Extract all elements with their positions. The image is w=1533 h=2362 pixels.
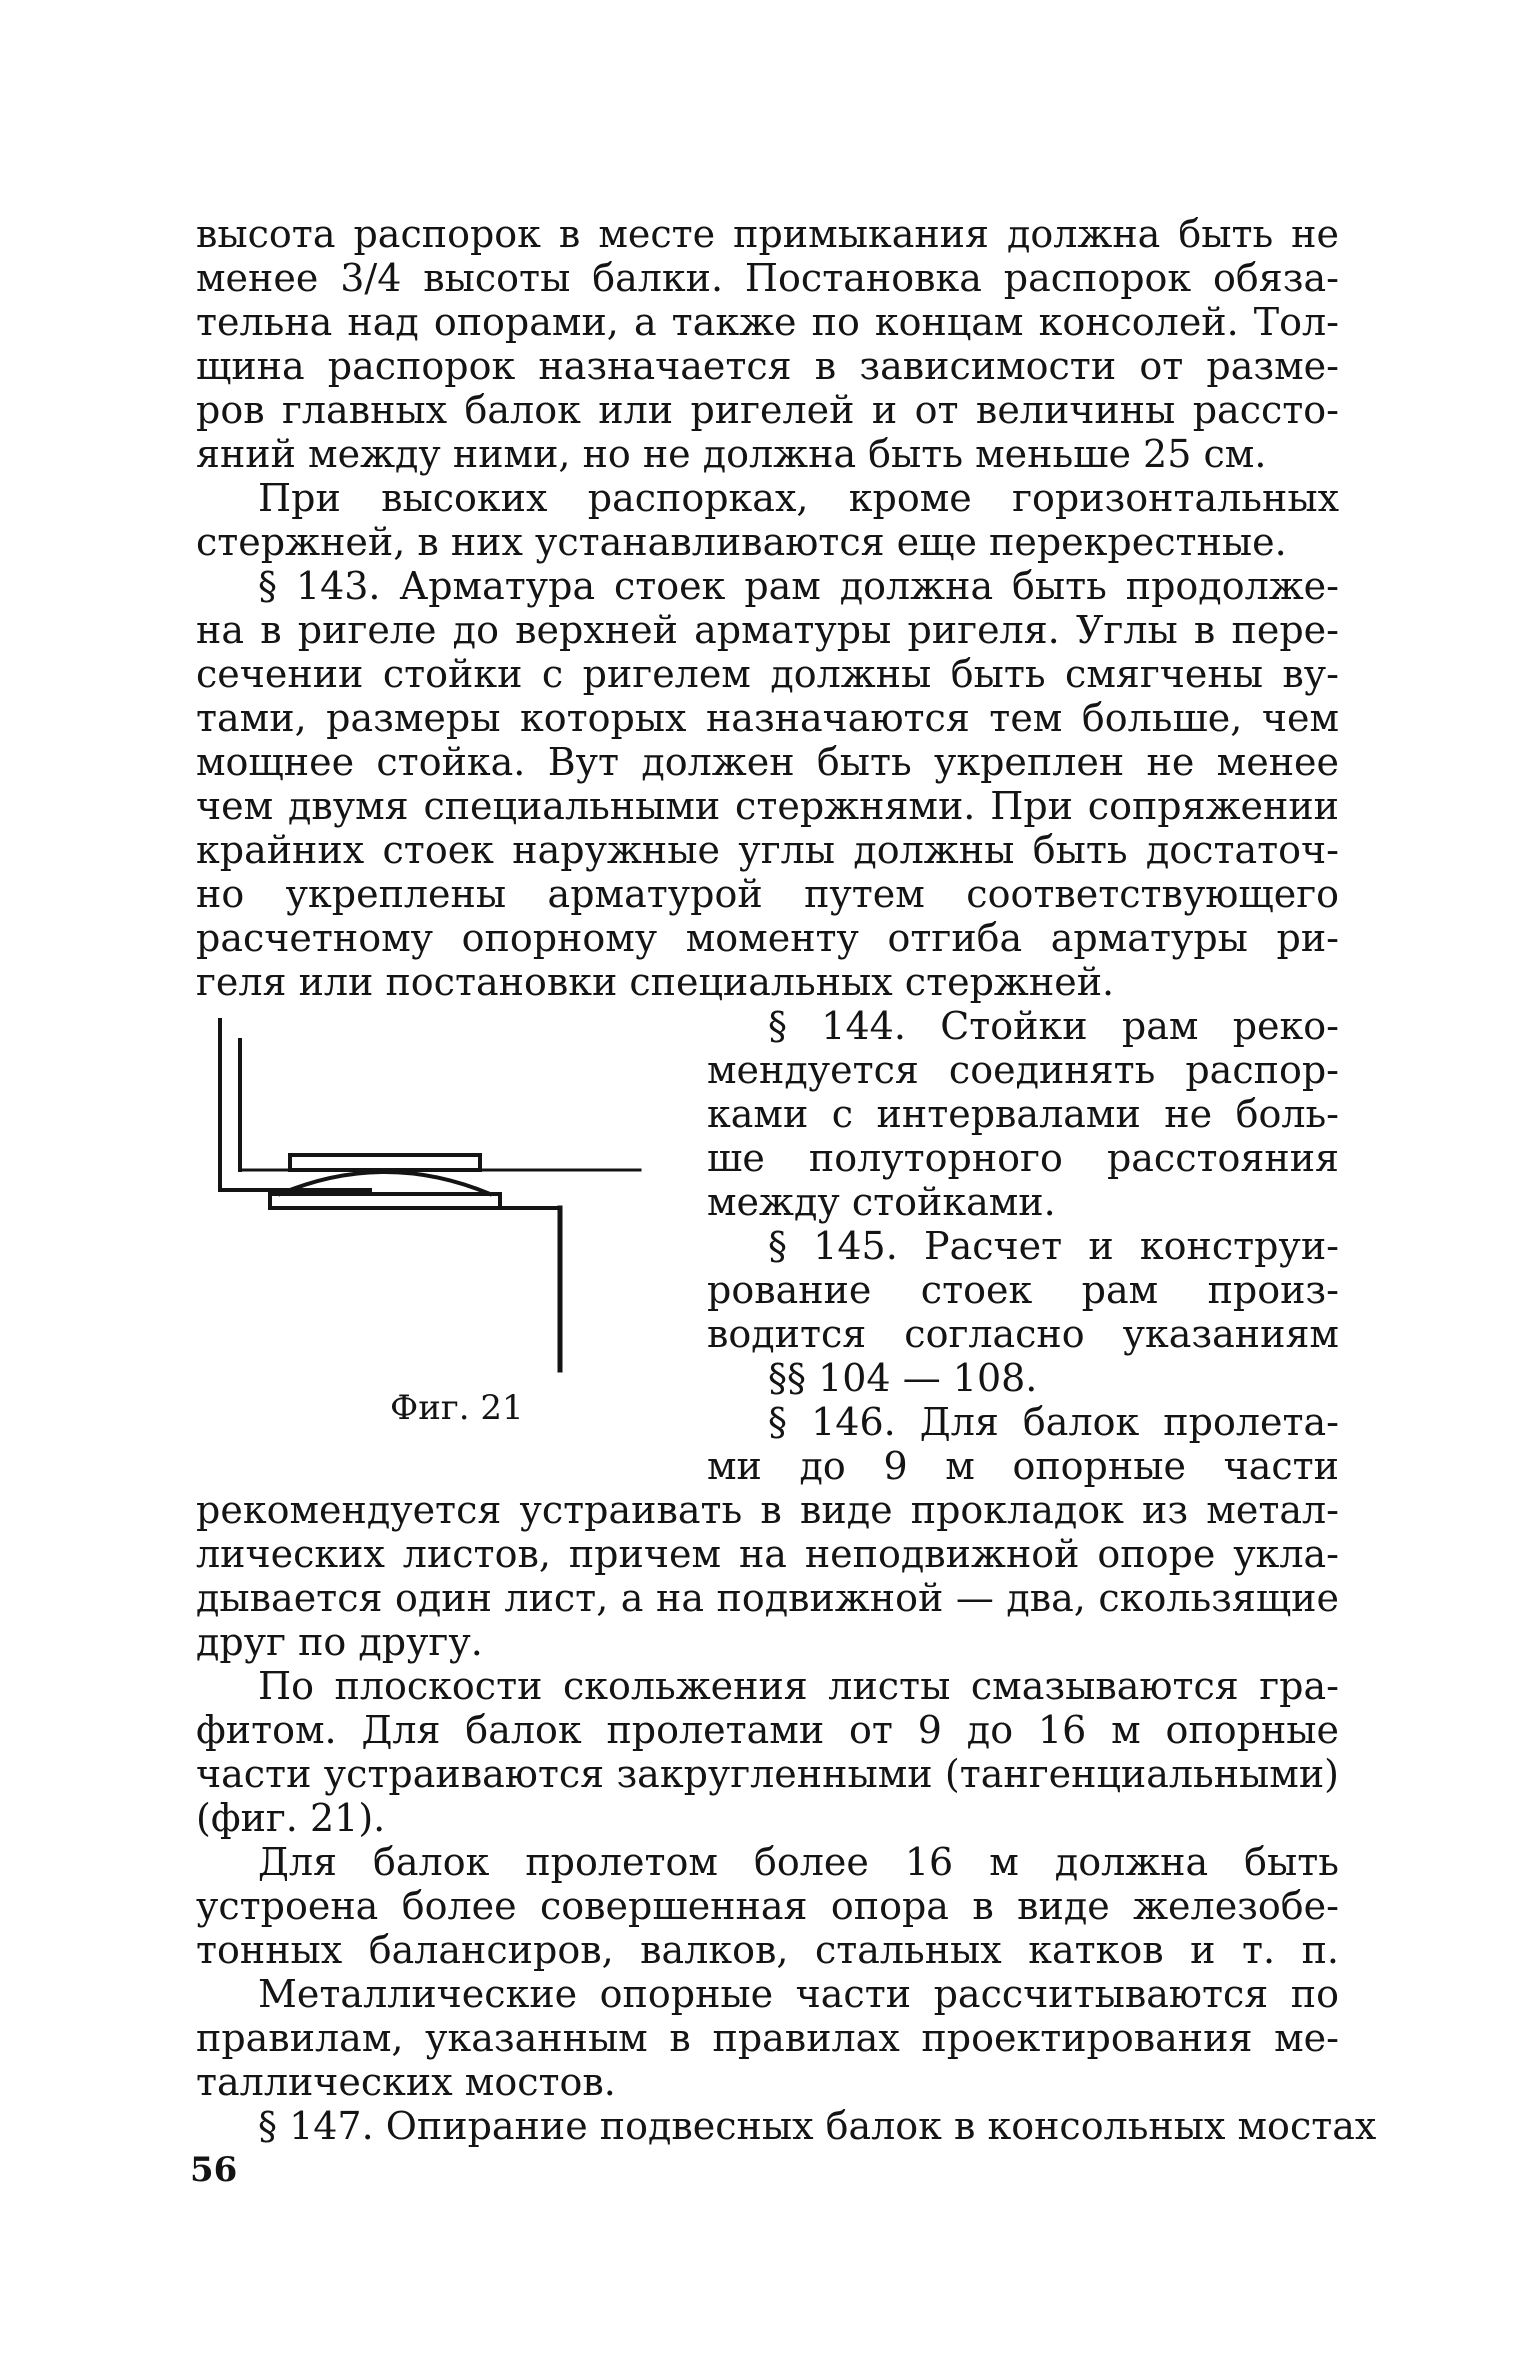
text-line: крайних стоек наружные углы должны быть достаточ- [196,828,1339,872]
text-line: правилам, указанным в правилах проектирования ме- [196,2016,1339,2060]
text-line: ров главных балок или ригелей и от величины рассто- [196,388,1339,432]
text-line: Металлические опорные части рассчитываются по [258,1972,1339,2016]
text-line: лических листов, причем на неподвижной опоре укла- [196,1532,1339,1576]
text-line: § 145. Расчет и конструи- [768,1224,1339,1268]
figure-caption: Фиг. 21 [390,1388,524,1428]
text-line: тонных балансиров, валков, стальных катков и т. п. [196,1928,1339,1972]
text-line: части устраиваются закругленными (тангенциальными) [196,1752,1339,1796]
text-line: водится согласно указаниям [707,1312,1339,1356]
page-number: 56 [190,2150,238,2190]
text-line: стержней, в них устанавливаются еще перекрестные. [196,520,1287,564]
lower-bearing-plate [270,1194,500,1208]
text-line: фитом. Для балок пролетами от 9 до 16 м опорные [196,1708,1339,1752]
text-line: таллических мостов. [196,2060,616,2104]
text-line: мендуется соединять распор- [707,1048,1339,1092]
text-line: ше полуторного расстояния [707,1136,1339,1180]
text-line: При высоких распорках, кроме горизонтальных [258,476,1339,520]
text-line: но укреплены арматурой путем соответствующего [196,872,1339,916]
text-line: геля или постановки специальных стержней. [196,960,1115,1004]
text-line: щина распорок назначается в зависимости от разме- [196,344,1339,388]
text-line: сечении стойки с ригелем должны быть смягчены ву- [196,652,1339,696]
text-line: менее 3/4 высоты балки. Постановка распорок обяза- [196,256,1339,300]
text-line: расчетному опорному моменту отгиба арматуры ри- [196,916,1339,960]
text-line: §§ 104 — 108. [768,1356,1038,1400]
text-line: § 147. Опирание подвесных балок в консольных мостах [258,2104,1377,2148]
text-line: друг по другу. [196,1620,483,1664]
text-line: яний между ними, но не должна быть меньше 25 см. [196,432,1267,476]
text-line: между стойками. [707,1180,1056,1224]
text-line: Для балок пролетом более 16 м должна быть [258,1840,1339,1884]
text-line: чем двумя специальными стержнями. При сопряжении [196,784,1339,828]
text-line: тами, размеры которых назначаются тем больше, чем [196,696,1339,740]
text-line: на в ригеле до верхней арматуры ригеля. Углы в пере- [196,608,1339,652]
text-line: рекомендуется устраивать в виде прокладок из метал- [196,1488,1339,1532]
text-line: По плоскости скольжения листы смазываются гра- [258,1664,1339,1708]
text-line: (фиг. 21). [196,1796,386,1840]
text-line: рование стоек рам произ- [707,1268,1339,1312]
upper-bearing-plate [290,1155,480,1170]
text-line: ками с интервалами не боль- [707,1092,1339,1136]
text-line: дывается один лист, а на подвижной — два, скользящие [196,1576,1339,1620]
text-line: § 144. Стойки рам реко- [768,1004,1339,1048]
figure-21-drawing [210,1010,680,1390]
text-line: § 146. Для балок пролета- [768,1400,1339,1444]
text-line: тельна над опорами, а также по концам консолей. Тол- [196,300,1339,344]
text-line: § 143. Арматура стоек рам должна быть продолже- [258,564,1339,608]
text-line: устроена более совершенная опора в виде железобе- [196,1884,1339,1928]
text-line: ми до 9 м опорные части [707,1444,1339,1488]
text-line: мощнее стойка. Вут должен быть укреплен не менее [196,740,1339,784]
text-line: высота распорок в месте примыкания должна быть не [196,212,1339,256]
